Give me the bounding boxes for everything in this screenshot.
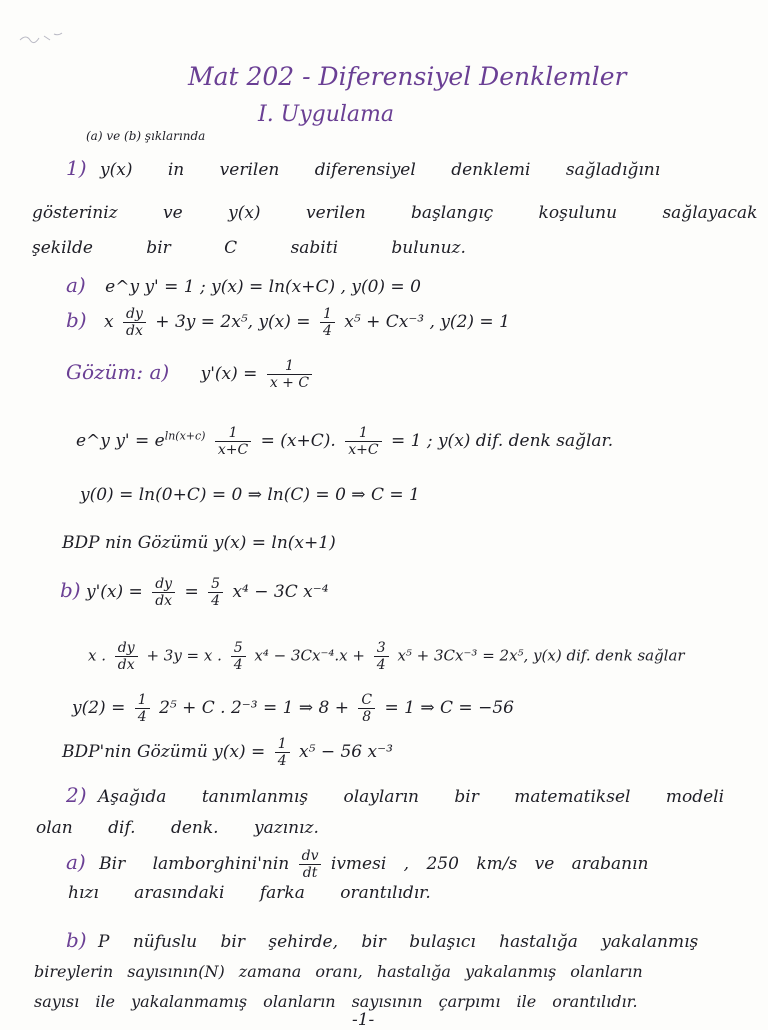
q1-part-a-text: e^y y' = 1 ; y(x) = ln(x+C) , y(0) = 0 [105,277,421,297]
solution-a-line-2: e^y $y' = e^{ln(x+c)}$ $\frac{1}{x+C}$ = (x+C). $\frac{1}{x+C}$ = 1 ; y(x) dif. denk sağlar. [76,425,614,459]
q2-line-1: 2) Aşağıda tanımlanmış olayların bir matematiksel modeli [66,783,725,807]
q1-part-b-x: x [104,312,114,333]
solution-b-line-1: b) y'(x) = $\frac{dy}{dx}$ = $\frac{5}{4}$ x⁴ − 3C x⁻⁴ [60,576,329,610]
solution-b-label: b) [60,578,81,603]
solution-b-line-3: y(2) = $\frac{1}{4}$ 2⁵ + C . 2⁻³ = 1 ⇒ 8 + $\frac{C}{8}$ = 1 ⇒ C = −56 [72,692,514,726]
fraction: $\frac{1}{x+C}$ [215,425,251,458]
solution-label: Gözüm: a) [66,360,170,385]
q2-part-a: a) Bir lamborghini'nin $\frac{dv}{dt}$ ivmesi , 250 km/s ve arabanın [66,848,649,882]
fraction: $\frac{dv}{dt}$ [299,848,322,881]
fraction: $\frac{dy}{dx}$ [152,576,175,609]
fraction: $\frac{dy}{dx}$ [123,306,146,339]
q1-note: (a) ve (b) şıklarında [86,129,206,143]
q1-part-b-mid: + 3y = 2x⁵, y(x) = [155,312,316,333]
fraction: $\frac{1}{x+C}$ [345,425,381,458]
q1-line-1: y(x) in verilen diferensiyel denklemi sağladığını [100,160,661,180]
q1-number: 1) [66,156,87,180]
solution-a-line-3: y(0) = ln(0+C) = 0 ⇒ ln(C) = 0 ⇒ C = 1 [80,485,420,505]
q2-line-2: olan dif. denk. yazınız. [36,818,319,838]
fraction: $\frac{5}{4}$ [231,640,246,673]
fraction: $\frac{1}{4}$ [135,692,150,725]
fraction: $\frac{1}{4}$ [320,306,335,339]
q1-part-b [66,306,510,339]
page-title: Mat 202 - Diferensiyel Denklemler [188,62,627,91]
fraction: $\frac{dy}{dx}$ [115,640,138,673]
q1-part-b-rest: x⁵ + Cx⁻³ , y(2) = 1 [344,312,510,333]
q2-part-a-label: a) [66,850,86,875]
pencil-scribble-mark [18,28,66,50]
fraction: $\frac{5}{4}$ [208,576,223,609]
q2-part-b-line-3: sayısı ile yakalanmamış olanların sayısının çarpımı ile orantılıdır. [34,992,638,1011]
q1-part-a-label: a) [66,273,86,297]
fraction: $\frac{C}{8}$ [358,692,375,725]
page-subtitle: I. Uygulama [258,102,395,127]
q2-part-b-line-2: bireylerin sayısının(N) zamana oranı, hastalığa yakalanmış olanların [34,962,643,981]
q2-number: 2) [66,783,87,807]
q2-part-b-label: b) [66,928,87,952]
solution-a-result: BDP nin Gözümü y(x) = ln(x+1) [62,533,336,553]
q1-line-3: şekilde bir C sabiti bulunuz. [32,238,466,258]
solution-b-result: BDP'nin Gözümü y(x) = $\frac{1}{4}$ x⁵ − 56 x⁻³ [62,736,393,770]
fraction: $\frac{1}{x + C}$ [267,358,312,391]
fraction: $\frac{3}{4}$ [374,640,389,673]
q1-line-2: gösteriniz ve y(x) verilen başlangıç koşulunu sağlayacak [32,203,758,223]
fraction: $\frac{1}{4}$ [275,736,290,769]
q1-part-a [66,275,421,296]
solution-a-line-1: Gözüm: a) y'(x) = $\frac{1}{x + C}$ [66,358,316,391]
q2-part-a-line-2: hızı arasındaki farka orantılıdır. [68,883,431,903]
q2-part-b: b) P nüfuslu bir şehirde, bir bulaşıcı hastalığa yakalanmış [66,928,699,952]
q1-part-b-label: b) [66,308,87,333]
solution-b-line-2: x . $\frac{dy}{dx}$ + 3y = x . $\frac{5}{4}$ x⁴ − 3Cx⁻⁴.x + $\frac{3}{4}$ x⁵ + 3Cx⁻³ = 2x⁵, y(x) dif. denk sağlar [88,640,685,674]
page-number: -1- [352,1010,375,1030]
